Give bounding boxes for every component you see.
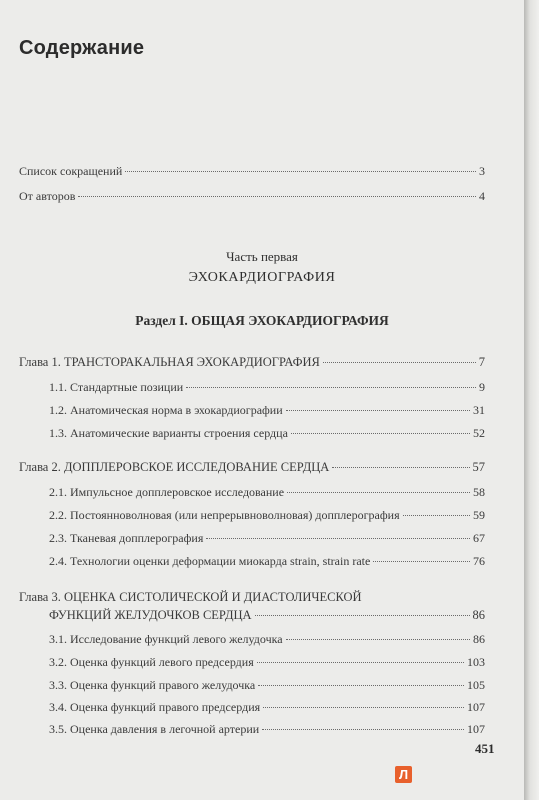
dot-leader — [332, 467, 469, 468]
dot-leader — [373, 561, 470, 562]
toc-subsection-title: 3.2. Оценка функций левого предсердия — [49, 655, 254, 669]
toc-subsection — [49, 554, 485, 569]
dot-leader — [258, 685, 464, 686]
toc-subsection-title: 3.5. Оценка давления в легочной артерии — [49, 722, 260, 736]
toc-subsection-title: 3.4. Оценка функций правого предсердия — [49, 700, 261, 714]
toc-chapter-3 — [49, 608, 485, 623]
toc-subsection-title: 1.3. Анатомические варианты строения сердца — [49, 426, 288, 440]
page-title: Содержание — [19, 37, 145, 59]
toc-chapter-2 — [19, 460, 485, 475]
toc-chapter-3-title-line1: Глава 3. ОЦЕНКА СИСТОЛИЧЕСКОЙ И ДИАСТОЛИЧЕСКОЙ — [19, 590, 362, 604]
dot-leader — [262, 729, 464, 730]
toc-subsection — [49, 403, 485, 418]
dot-leader — [286, 639, 470, 640]
labirint-logo-icon: Л — [395, 766, 412, 783]
toc-subsection-page: 31 — [473, 403, 485, 417]
toc-subsection-title: 2.4. Технологии оценки деформации миокарда strain, strain rate — [49, 554, 371, 568]
toc-entry-title: От авторов — [19, 189, 76, 203]
toc-subsection-title: 2.1. Импульсное допплеровское исследование — [49, 485, 285, 499]
toc-subsection-page: 58 — [473, 485, 485, 499]
dot-leader — [206, 538, 470, 539]
toc-subsection-page: 9 — [479, 380, 485, 394]
toc-chapter-title: Глава 2. ДОППЛЕРОВСКОЕ ИССЛЕДОВАНИЕ СЕРДЦА — [19, 460, 330, 474]
toc-chapter-title: Глава 1. ТРАНСТОРАКАЛЬНАЯ ЭХОКАРДИОГРАФИЯ — [19, 355, 320, 369]
toc-subsection — [49, 426, 485, 441]
toc-subsection-title: 1.1. Стандартные позиции — [49, 380, 184, 394]
toc-subsection-title: 1.2. Анатомическая норма в эхокардиографии — [49, 403, 283, 417]
toc-subsection-page: 52 — [473, 426, 485, 440]
toc-subsection-page: 105 — [467, 678, 485, 692]
toc-chapter-page: 7 — [478, 355, 485, 369]
toc-subsection — [49, 632, 485, 647]
toc-subsection-page: 67 — [473, 531, 485, 545]
dot-leader — [403, 515, 470, 516]
toc-subsection-title: 2.3. Тканевая допплерография — [49, 531, 204, 545]
part-title: ЭХОКАРДИОГРАФИЯ — [188, 270, 336, 285]
toc-entry-abbreviations — [19, 164, 485, 179]
toc-subsection-title: 3.1. Исследование функций левого желудочка — [49, 632, 283, 646]
toc-entry-page: 4 — [479, 189, 485, 203]
dot-leader — [125, 171, 476, 172]
toc-subsection — [49, 380, 485, 395]
toc-subsection-page: 86 — [473, 632, 485, 646]
toc-subsection — [49, 722, 485, 737]
toc-subsection — [49, 678, 485, 693]
dot-leader — [257, 662, 464, 663]
toc-subsection — [49, 531, 485, 546]
toc-subsection-title: 2.2. Постоянноволновая (или непрерывноволновая) допплерография — [49, 508, 400, 522]
toc-entry-page: 3 — [479, 164, 485, 178]
dot-leader — [291, 433, 470, 434]
toc-subsection-page: 103 — [467, 655, 485, 669]
toc-subsection-page: 107 — [467, 722, 485, 736]
dot-leader — [287, 492, 470, 493]
toc-subsection — [49, 485, 485, 500]
page-edge-shadow — [524, 0, 539, 800]
dot-leader — [186, 387, 476, 388]
toc-chapter-1 — [19, 355, 485, 370]
toc-chapter-page: 86 — [472, 608, 485, 622]
page-number: 451 — [475, 741, 495, 756]
dot-leader — [323, 362, 476, 363]
toc-subsection — [49, 700, 485, 715]
toc-subsection-page: 107 — [467, 700, 485, 714]
dot-leader — [255, 615, 470, 616]
toc-subsection — [49, 508, 485, 523]
toc-subsection-page: 59 — [473, 508, 485, 522]
toc-subsection-title: 3.3. Оценка функций правого желудочка — [49, 678, 256, 692]
section-title: Раздел I. ОБЩАЯ ЭХОКАРДИОГРАФИЯ — [135, 313, 389, 328]
dot-leader — [286, 410, 470, 411]
dot-leader — [78, 196, 476, 197]
toc-entry-from-authors — [19, 189, 485, 204]
toc-subsection — [49, 655, 485, 670]
dot-leader — [263, 707, 464, 708]
toc-subsection-page: 76 — [473, 554, 485, 568]
toc-chapter-title: ФУНКЦИЙ ЖЕЛУДОЧКОВ СЕРДЦА — [49, 608, 252, 622]
toc-entry-title: Список сокращений — [19, 164, 123, 178]
toc-chapter-page: 57 — [472, 460, 485, 474]
part-label: Часть первая — [226, 249, 298, 264]
